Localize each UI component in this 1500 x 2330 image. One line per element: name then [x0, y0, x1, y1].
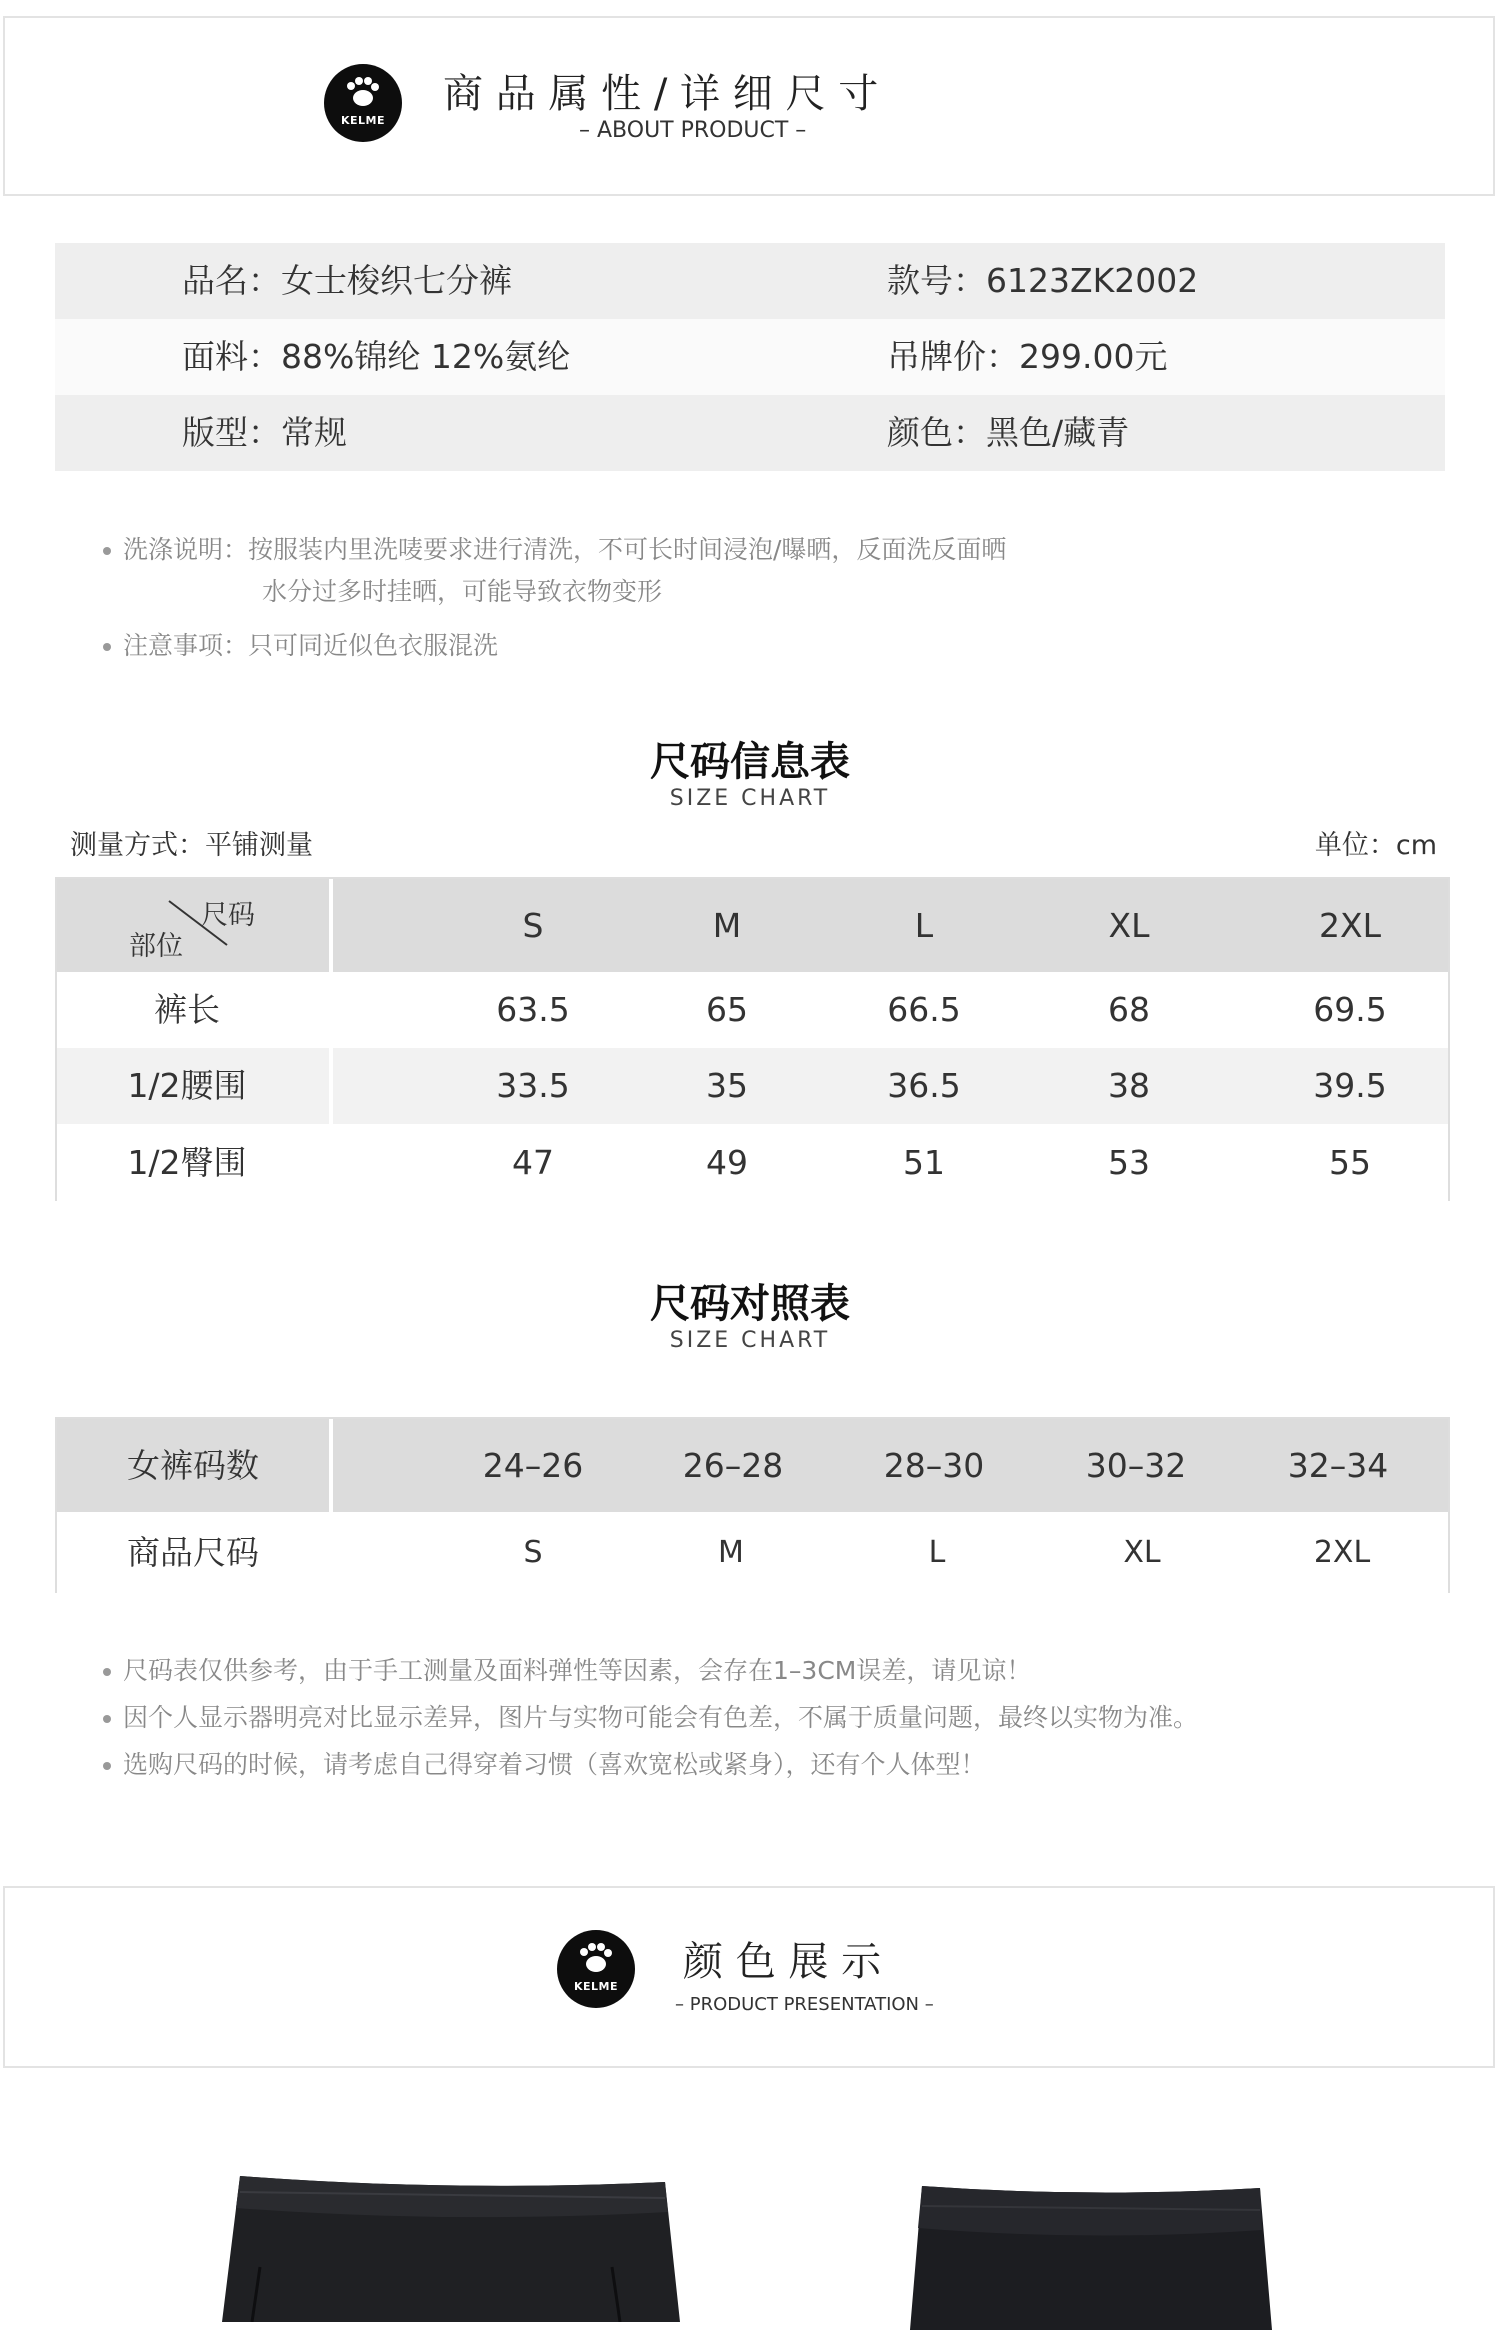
product-photo-black	[210, 2172, 690, 2322]
row-label: 商品尺码	[127, 1533, 259, 1572]
size-header: XL	[1108, 906, 1150, 945]
tag-price: 吊牌价：299.00元	[887, 337, 1168, 376]
size-header: L	[914, 906, 934, 945]
wash-instructions: 洗涤说明：按服装内里洗唛要求进行清洗，不可长时间浸泡/曝晒，反面洗反面晒	[103, 530, 1006, 566]
corner-size-label: 尺码	[201, 900, 255, 931]
care-notice: 注意事项：只可同近似色衣服混洗	[103, 626, 498, 662]
cell-value: 49	[706, 1143, 748, 1182]
cell-value: 66.5	[887, 990, 961, 1029]
disclaimer: 尺码表仅供参考，由于手工测量及面料弹性等因素，会存在1–3CM误差，请见谅！	[103, 1651, 1031, 1687]
diagonal-line	[57, 879, 329, 972]
attribute-row	[55, 243, 1445, 319]
cell-value: 35	[706, 1066, 748, 1105]
size-header: M	[712, 906, 742, 945]
bullet-icon	[103, 1668, 111, 1676]
cell-value: 2XL	[1313, 1535, 1371, 1570]
brand-name: KELME	[340, 114, 385, 127]
section-subtitle: – ABOUT PRODUCT –	[579, 118, 807, 143]
kelme-logo	[557, 1930, 635, 2008]
cell-value: 36.5	[887, 1066, 961, 1105]
cell-value: 69.5	[1313, 990, 1387, 1029]
cell-value: 51	[903, 1143, 945, 1182]
table-row	[57, 1512, 1448, 1593]
row-label: 女裤码数	[127, 1446, 259, 1485]
paw-icon	[324, 64, 402, 142]
size-header: S	[522, 906, 544, 945]
bullet-icon	[103, 643, 111, 651]
cell-value: 28–30	[883, 1446, 985, 1485]
disclaimer: 因个人显示器明亮对比显示差异，图片与实物可能会有色差，不属于质量问题，最终以实物为准。	[103, 1698, 1198, 1734]
section-subtitle: – PRODUCT PRESENTATION –	[675, 1994, 934, 2015]
color-options: 颜色：黑色/藏青	[887, 413, 1130, 452]
table-row	[57, 1124, 1448, 1201]
bullet-icon	[103, 547, 111, 555]
corner-cell	[57, 879, 329, 972]
product-name: 品名：女士梭织七分裤	[182, 261, 512, 300]
table-header-row	[57, 879, 1448, 972]
size-info-title: 尺码信息表	[650, 739, 850, 785]
size-compare-subtitle: SIZE CHART	[669, 1328, 831, 1353]
brand-name: KELME	[573, 1980, 618, 1993]
style-number: 款号：6123ZK2002	[887, 261, 1199, 300]
table-row	[57, 972, 1448, 1048]
paw-icon	[557, 1930, 635, 2008]
cell-value: 24–26	[482, 1446, 584, 1485]
size-compare-table	[55, 1417, 1450, 1593]
cell-value: 38	[1108, 1066, 1150, 1105]
cell-value: L	[928, 1535, 946, 1570]
size-header: 2XL	[1319, 906, 1381, 945]
cell-value: XL	[1123, 1535, 1161, 1570]
row-label: 1/2臀围	[127, 1143, 247, 1182]
corner-part-label: 部位	[129, 931, 183, 962]
kelme-logo	[324, 64, 402, 142]
about-product-header	[3, 16, 1495, 196]
table-row	[57, 1048, 1448, 1124]
cell-value: 30–32	[1085, 1446, 1187, 1485]
fabric: 面料：88%锦纶 12%氨纶	[182, 337, 571, 376]
size-info-subtitle: SIZE CHART	[669, 786, 831, 811]
size-compare-title: 尺码对照表	[650, 1281, 850, 1327]
row-label: 裤长	[154, 990, 220, 1029]
section-title: 商 品 属 性 / 详 细 尺 寸	[443, 71, 879, 117]
attribute-row	[55, 395, 1445, 471]
bullet-icon	[103, 1762, 111, 1770]
cell-value: 53	[1108, 1143, 1150, 1182]
wash-instructions-cont: 水分过多时挂晒，可能导致衣物变形	[262, 577, 663, 606]
fit-type: 版型：常规	[182, 413, 347, 452]
cell-value: 68	[1108, 990, 1150, 1029]
unit-label: 单位：cm	[1314, 830, 1437, 861]
table-header-row	[57, 1419, 1448, 1512]
product-presentation-header	[3, 1886, 1495, 2068]
cell-value: M	[718, 1535, 744, 1570]
disclaimer: 选购尺码的时候，请考虑自己得穿着习惯（喜欢宽松或紧身），还有个人体型！	[103, 1745, 986, 1781]
cell-value: 32–34	[1287, 1446, 1389, 1485]
attribute-row	[55, 319, 1445, 395]
cell-value: 26–28	[682, 1446, 784, 1485]
measure-method: 测量方式：平铺测量	[70, 830, 313, 861]
column-divider	[329, 879, 333, 1201]
cell-value: 65	[706, 990, 748, 1029]
bullet-icon	[103, 1715, 111, 1723]
cell-value: 47	[512, 1143, 554, 1182]
size-info-table	[55, 877, 1450, 1201]
column-divider	[329, 1419, 333, 1512]
cell-value: S	[523, 1535, 543, 1570]
row-label: 1/2腰围	[127, 1066, 247, 1105]
cell-value: 63.5	[496, 990, 570, 1029]
section-title: 颜 色 展 示	[683, 1939, 882, 1985]
product-photo-navy	[900, 2180, 1300, 2330]
cell-value: 55	[1329, 1143, 1371, 1182]
cell-value: 33.5	[496, 1066, 570, 1105]
cell-value: 39.5	[1313, 1066, 1387, 1105]
